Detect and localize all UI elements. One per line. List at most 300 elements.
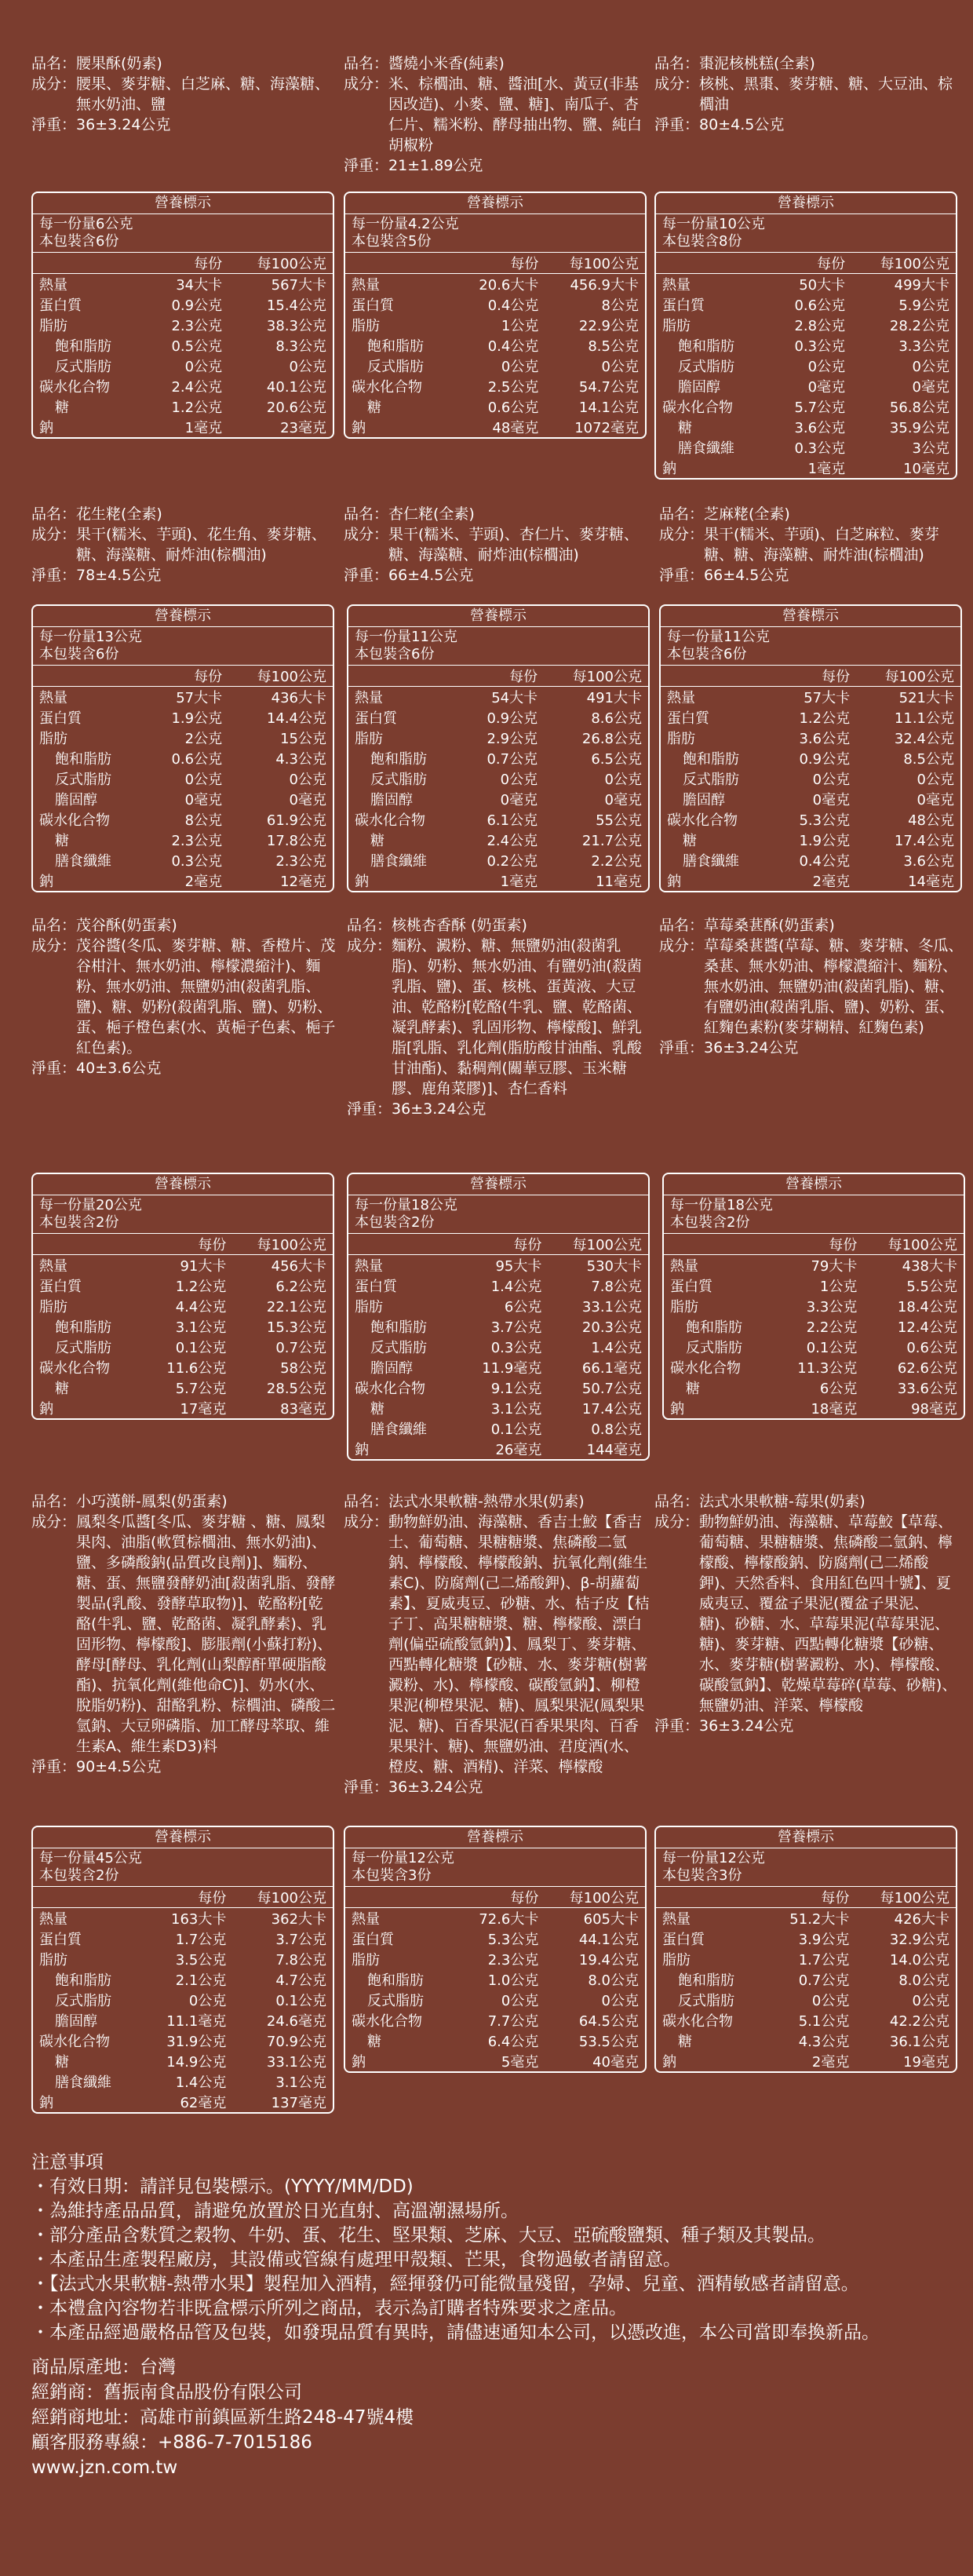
nutrient-name: 蛋白質 (39, 1279, 82, 1295)
per-serving-value: 2毫克 (812, 874, 851, 890)
per-100g-value: 8.5公克 (588, 338, 639, 355)
product-net-weight: 80±4.5公克 (699, 116, 785, 133)
product-info (659, 915, 965, 1058)
per-serving-value: 2.3公克 (171, 833, 223, 849)
per-100g-value: 0公克 (289, 359, 326, 375)
nutrient-name: 蛋白質 (355, 1279, 397, 1295)
per-serving-value: 0.4公克 (487, 297, 539, 314)
nutrition-row (33, 356, 333, 376)
per-100g-value: 33.6公克 (897, 1381, 957, 1397)
nutrient-name: 脂肪 (352, 318, 380, 334)
per-100g-value: 0公克 (912, 1993, 949, 2009)
product-info (31, 53, 337, 135)
serving-info (33, 214, 333, 253)
nutrition-facts-box (31, 1173, 334, 1420)
nutrient-name: 脂肪 (39, 731, 67, 747)
per-100g-value: 2.2公克 (591, 853, 642, 870)
ingredients-label: 成分： (654, 1513, 700, 1531)
nutrition-row (656, 376, 956, 396)
product-name: 法式水果軟糖-莓果(奶素) (699, 1493, 865, 1510)
per-100g-col-header: 每100公克 (863, 1234, 964, 1255)
product-ingredients: 米、棕櫚油、糖、醬油[水、黃豆(非基因改造)、小麥、鹽、糖]、南瓜子、杏仁片、糯米粉、酵母抽出物、鹽、純白胡椒粉 (388, 75, 643, 154)
per-serving-value: 2公克 (184, 731, 223, 747)
per-serving-value: 1.4公克 (490, 1279, 542, 1295)
servings-per-package: 本包裝含3份 (662, 1867, 742, 1884)
nutrition-row (345, 356, 645, 376)
nutrition-table (661, 666, 960, 891)
nutrition-row (348, 1439, 648, 1459)
nutrient-name: 蛋白質 (39, 1932, 82, 1948)
per-100g-value: 4.3公克 (275, 751, 326, 768)
per-serving-value: 0.6公克 (487, 400, 539, 416)
net-weight-label: 淨重： (344, 157, 389, 174)
nutrition-row (33, 1969, 333, 1990)
product-ingredients: 果干(糯米、芋頭)、白芝麻粒、麥芽糖、糖、海藻糖、耐炸油(棕櫚油) (704, 526, 939, 564)
servings-per-package: 本包裝含2份 (355, 1214, 435, 1231)
notes-section (31, 2151, 949, 2345)
per-100g-value: 62.6公克 (897, 1360, 957, 1377)
nutrition-row (656, 2051, 956, 2071)
nutrition-row (33, 274, 333, 295)
nutrient-name: 碳水化合物 (39, 2034, 110, 2050)
nutrient-name: 熱量 (670, 1258, 698, 1275)
per-100g-value: 32.9公克 (889, 1932, 949, 1948)
per-100g-value: 33.1公克 (581, 1299, 642, 1315)
name-label: 品名： (347, 917, 392, 934)
nutrition-row (348, 1398, 648, 1418)
product-name: 芝麻粩(全素) (704, 505, 790, 523)
per-serving-value: 0.3公克 (794, 440, 846, 457)
per-100g-value: 0公克 (601, 1993, 639, 2009)
serving-size: 每一份量10公克 (662, 216, 765, 232)
net-weight-label: 淨重： (659, 567, 705, 584)
nutrition-row (661, 850, 960, 870)
nutrition-table (348, 1234, 648, 1459)
nutrition-row (345, 315, 645, 335)
per-serving-value: 0.6公克 (171, 751, 223, 768)
per-100g-value: 26.8公克 (581, 731, 642, 747)
nutrient-name: 飽和脂肪 (370, 1319, 427, 1336)
nutrition-row (656, 458, 956, 478)
nutrient-name: 糖 (55, 400, 69, 416)
nutrition-row (664, 1316, 964, 1337)
name-label: 品名： (654, 1493, 700, 1510)
product-name: 草莓桑葚酥(奶蛋素) (704, 917, 835, 934)
per-serving-col-header: 每份 (457, 1887, 545, 1908)
per-100g-value: 1.4公克 (591, 1340, 642, 1356)
serving-info (33, 1195, 333, 1234)
per-100g-value: 54.7公克 (578, 379, 639, 396)
nutrition-row (348, 1296, 648, 1316)
nutrient-name: 反式脂肪 (55, 1993, 111, 2009)
nutrition-row (348, 1255, 648, 1276)
per-100g-value: 14.1公克 (578, 400, 639, 416)
per-serving-value: 3.3公克 (806, 1299, 858, 1315)
name-label: 品名： (344, 55, 389, 72)
nutrition-row (33, 2071, 333, 2092)
product-net-weight: 36±3.24公克 (704, 1039, 799, 1056)
note-item: ・為維持產品品質，請避免放置於日光直射、高溫潮濕場所。 (31, 2201, 519, 2221)
servings-per-package: 本包裝含2份 (39, 1867, 119, 1884)
per-serving-value: 1.9公克 (171, 710, 223, 727)
nutrient-name: 脂肪 (662, 318, 691, 334)
nutrient-name: 鈉 (352, 420, 366, 436)
nutrition-row (661, 830, 960, 850)
per-100g-value: 0.6公克 (906, 1340, 957, 1356)
nutrition-table (664, 1234, 964, 1418)
name-label: 品名： (659, 505, 705, 523)
nutrition-table (348, 666, 648, 891)
nutrient-name: 反式脂肪 (370, 1340, 427, 1356)
nutrition-row (656, 1969, 956, 1990)
nutrient-name: 膳食纖維 (55, 853, 111, 870)
nutrient-name: 碳水化合物 (662, 2013, 733, 2030)
nutrient-name: 飽和脂肪 (55, 338, 111, 355)
nutrition-row (345, 1990, 645, 2010)
serving-size: 每一份量6公克 (39, 216, 133, 232)
per-serving-value: 0.1公克 (490, 1421, 542, 1438)
name-label: 品名： (31, 55, 77, 72)
servings-per-package: 本包裝含6份 (355, 646, 435, 662)
per-serving-value: 1.7公克 (798, 1952, 850, 1968)
per-100g-col-header: 每100公克 (228, 666, 333, 687)
name-label: 品名： (31, 917, 77, 934)
per-100g-value: 19.4公克 (578, 1952, 639, 1968)
product-net-weight: 36±3.24公克 (388, 1779, 483, 1796)
per-serving-value: 1公克 (501, 318, 539, 334)
per-100g-value: 0.8公克 (591, 1421, 642, 1438)
per-100g-value: 567大卡 (271, 277, 326, 294)
nutrient-name: 熱量 (667, 690, 695, 706)
name-label: 品名： (654, 55, 700, 72)
nutrition-row (345, 2010, 645, 2031)
nutrient-name: 蛋白質 (355, 710, 397, 727)
product-net-weight: 40±3.6公克 (76, 1060, 162, 1077)
nutrition-title: 營養標示 (33, 1827, 333, 1848)
nutrition-row (33, 1316, 333, 1337)
nutrition-row (33, 789, 333, 809)
nutrition-row (656, 417, 956, 437)
per-100g-value: 56.8公克 (889, 400, 949, 416)
per-100g-col-header: 每100公克 (232, 1234, 333, 1255)
per-100g-value: 15.4公克 (266, 297, 326, 314)
nutrient-name: 鈉 (39, 420, 53, 436)
nutrient-name: 鈉 (355, 874, 369, 890)
nutrition-row (656, 294, 956, 315)
ingredients-label: 成分： (659, 937, 705, 954)
nutrition-facts-box (654, 1826, 957, 2073)
serving-size: 每一份量12公克 (352, 1850, 454, 1866)
nutrient-name: 碳水化合物 (670, 1360, 741, 1377)
nutrient-name: 熱量 (355, 690, 383, 706)
per-100g-value: 362大卡 (271, 1911, 326, 1928)
per-100g-value: 20.3公克 (581, 1319, 642, 1336)
nutrition-row (33, 1337, 333, 1357)
note-item: ・有效日期：請詳見包裝標示。(YYYY/MM/DD) (31, 2176, 414, 2197)
nutrition-table (33, 1234, 333, 1418)
website-link[interactable]: www.jzn.com.tw (31, 2457, 178, 2478)
nutrition-row (348, 830, 648, 850)
per-100g-value: 36.1公克 (889, 2034, 949, 2050)
nutrition-row (345, 417, 645, 437)
per-100g-value: 18.4公克 (897, 1299, 957, 1315)
per-100g-value: 0毫克 (289, 792, 326, 808)
per-100g-value: 38.3公克 (266, 318, 326, 334)
per-serving-value: 0.9公克 (486, 710, 538, 727)
nutrition-row (33, 850, 333, 870)
nutrient-name: 膽固醇 (370, 792, 413, 808)
note-item: ・本禮盒內容物若非既盒標示所列之商品，表示為訂購者特殊要求之產品。 (31, 2298, 627, 2319)
per-100g-value: 0.1公克 (275, 1993, 326, 2009)
per-100g-value: 10毫克 (903, 461, 949, 477)
per-serving-col-header: 每份 (768, 1887, 855, 1908)
per-serving-value: 0.3公克 (171, 853, 223, 870)
per-100g-value: 14.0公克 (889, 1952, 949, 1968)
product-info (654, 1491, 960, 1736)
per-100g-col-header: 每100公克 (545, 253, 645, 274)
nutrient-name: 飽和脂肪 (683, 751, 739, 768)
nutrient-name: 熱量 (352, 277, 380, 294)
nutrient-col-header (661, 666, 778, 687)
nutrient-name: 鈉 (662, 461, 676, 477)
nutrition-row (33, 417, 333, 437)
per-100g-value: 1072毫克 (574, 420, 639, 436)
net-weight-label: 淨重： (31, 116, 77, 133)
product-info (659, 504, 965, 586)
nutrition-row (33, 768, 333, 789)
net-weight-label: 淨重： (347, 1100, 392, 1118)
per-serving-value: 3.6公克 (799, 731, 851, 747)
nutrient-name: 反式脂肪 (367, 359, 424, 375)
per-100g-value: 426大卡 (894, 1911, 949, 1928)
nutrition-title: 營養標示 (33, 606, 333, 627)
per-serving-value: 2.4公克 (486, 833, 538, 849)
net-weight-label: 淨重： (31, 1060, 77, 1077)
product-info (344, 504, 650, 586)
per-100g-value: 15公克 (280, 731, 326, 747)
nutrient-col-header (33, 1887, 145, 1908)
nutrient-name: 糖 (370, 833, 384, 849)
per-100g-value: 14.4公克 (266, 710, 326, 727)
origin-line: 商品原產地：台灣 (31, 2357, 176, 2377)
nutrition-row (33, 1296, 333, 1316)
nutrition-row (656, 356, 956, 376)
nutrition-row (656, 1928, 956, 1949)
nutrient-name: 脂肪 (39, 318, 67, 334)
nutrient-col-header (664, 1234, 776, 1255)
per-serving-value: 0公克 (184, 772, 223, 788)
product-info (31, 1491, 337, 1777)
per-serving-value: 0公克 (188, 1993, 227, 2009)
nutrient-name: 蛋白質 (662, 297, 705, 314)
per-serving-value: 57大卡 (176, 690, 223, 706)
nutrition-row (348, 1337, 648, 1357)
per-100g-value: 456大卡 (271, 1258, 326, 1275)
nutrient-name: 膽固醇 (370, 1360, 413, 1377)
nutrient-name: 熱量 (39, 690, 67, 706)
nutrition-facts-box (31, 192, 334, 439)
per-serving-value: 0.4公克 (799, 853, 851, 870)
nutrition-row (348, 707, 648, 728)
nutrient-name: 膳食纖維 (678, 440, 734, 457)
per-serving-value: 1.0公克 (487, 1972, 539, 1989)
per-100g-value: 3公克 (912, 440, 949, 457)
serving-info (345, 1848, 645, 1887)
per-serving-value: 1.9公克 (799, 833, 851, 849)
per-serving-value: 0.9公克 (171, 297, 223, 314)
nutrition-row (656, 1949, 956, 1969)
nutrition-row (33, 1949, 333, 1969)
note-item: ・部分產品含麩質之穀物、牛奶、蛋、花生、堅果類、芝麻、大豆、亞硫酸鹽類、種子類及其製品。 (31, 2225, 825, 2246)
net-weight-label: 淨重： (31, 1758, 77, 1775)
nutrient-name: 膽固醇 (678, 379, 720, 396)
per-100g-col-header: 每100公克 (228, 253, 333, 274)
nutrient-name: 熱量 (39, 1911, 67, 1928)
per-serving-value: 3.7公克 (490, 1319, 542, 1336)
nutrient-name: 鈉 (39, 874, 53, 890)
nutrient-name: 膽固醇 (55, 2013, 97, 2030)
nutrition-facts-box (31, 604, 334, 892)
per-100g-value: 491大卡 (586, 690, 642, 706)
per-100g-value: 0毫克 (917, 792, 954, 808)
nutrition-row (348, 1357, 648, 1377)
nutrition-row (33, 396, 333, 417)
nutrition-title: 營養標示 (345, 193, 645, 214)
per-100g-value: 11毫克 (596, 874, 642, 890)
per-serving-value: 6.4公克 (487, 2034, 539, 2050)
per-serving-value: 79大卡 (811, 1258, 858, 1275)
per-serving-value: 5.1公克 (798, 2013, 850, 2030)
nutrient-col-header (656, 253, 773, 274)
nutrition-title: 營養標示 (33, 1174, 333, 1195)
per-100g-value: 0公克 (917, 772, 954, 788)
per-serving-value: 0公克 (501, 1993, 539, 2009)
per-serving-col-header: 每份 (150, 253, 228, 274)
product-name: 花生粩(全素) (76, 505, 162, 523)
per-serving-value: 0公克 (500, 772, 538, 788)
name-label: 品名： (31, 505, 77, 523)
per-100g-value: 14毫克 (908, 874, 954, 890)
nutrition-row (348, 768, 648, 789)
per-serving-value: 0.5公克 (171, 338, 223, 355)
per-100g-value: 3.1公克 (275, 2074, 326, 2091)
nutrition-row (664, 1255, 964, 1276)
nutrition-row (348, 1377, 648, 1398)
serving-size: 每一份量11公克 (355, 629, 457, 645)
per-serving-value: 1毫克 (184, 420, 223, 436)
per-100g-col-header: 每100公克 (855, 1887, 956, 1908)
per-serving-value: 0毫克 (807, 379, 846, 396)
nutrition-row (664, 1377, 964, 1398)
nutrition-facts-box (347, 1173, 650, 1461)
ingredients-label: 成分： (654, 75, 700, 93)
per-serving-value: 0.1公克 (806, 1340, 858, 1356)
nutrition-facts-box (344, 1826, 647, 2073)
serving-info (656, 214, 956, 253)
note-item: ・本產品經過嚴格品管及包裝，如發現品質有異時，請儘速通知本公司，以憑改進，本公司當即奉換新品。 (31, 2322, 880, 2343)
nutrient-name: 熱量 (662, 277, 691, 294)
per-100g-value: 438大卡 (902, 1258, 957, 1275)
per-serving-value: 1毫克 (500, 874, 538, 890)
nutrient-name: 鈉 (662, 2054, 676, 2071)
per-100g-value: 3.7公克 (275, 1932, 326, 1948)
product-name: 茂谷酥(奶蛋素) (76, 917, 177, 934)
per-100g-value: 0公克 (912, 359, 949, 375)
per-serving-value: 7.7公克 (487, 2013, 539, 2030)
per-serving-value: 31.9公克 (166, 2034, 227, 2050)
per-serving-value: 2.4公克 (171, 379, 223, 396)
per-100g-value: 605大卡 (583, 1911, 639, 1928)
per-100g-value: 8.6公克 (591, 710, 642, 727)
nutrient-name: 反式脂肪 (683, 772, 739, 788)
product-ingredients: 動物鮮奶油、海藻糖、草莓鮫【草莓、葡萄糖、果糖糖漿、焦磷酸二氫鈉、檸檬酸、檸檬酸鈉、防腐劑(己二烯酸鉀)、天然香料、食用紅色四十號】、夏威夷豆、覆盆子果泥(覆盆子果泥、糖)、砂糖、水、草莓果泥(草莓果泥、糖)、麥芽糖、西點轉化糖漿【砂糖、水、麥芽糖(樹薯澱粉、水)、檸檬酸、碳酸氫鈉】、乾燥草莓碎(草莓、砂糖)、無鹽奶油、洋菜、檸檬酸 (699, 1513, 957, 1714)
nutrient-name: 碳水化合物 (662, 400, 733, 416)
nutrient-name: 糖 (367, 400, 381, 416)
per-serving-col-header: 每份 (461, 1234, 548, 1255)
per-serving-value: 50大卡 (799, 277, 846, 294)
serving-size: 每一份量12公克 (662, 1850, 765, 1866)
per-serving-value: 11.3公克 (797, 1360, 858, 1377)
nutrition-row (33, 315, 333, 335)
per-serving-value: 51.2大卡 (789, 1911, 850, 1928)
nutrition-row (345, 2051, 645, 2071)
per-serving-value: 6公克 (504, 1299, 542, 1315)
servings-per-package: 本包裝含6份 (39, 646, 119, 662)
per-100g-value: 20.6公克 (266, 400, 326, 416)
per-100g-value: 98毫克 (911, 1401, 957, 1418)
product-ingredients: 鳳梨冬瓜醬[冬瓜、麥芽糖 、糖、鳳梨果肉、油脂(軟質棕櫚油、無水奶油)、鹽、多磷酸鈉(品質改良劑)]、麵粉、糖、蛋、無鹽發酵奶油[殺菌乳脂、發酵製品(乳酸、發酵草取物)]、乾酪粉[乾酪(牛乳、鹽、乾酪菌、凝乳酵素)、乳固形物、檸檬酸]、膨脹劑(小蘇打粉)、酵母[酵母、乳化劑(山梨醇酐單硬脂酸酯)、抗氧化劑(維他命C)]、奶水(水、脫脂奶粉)、甜酪乳粉、棕櫚油、磷酸二氫鈉、大豆卵磷脂、加工酵母萃取、維生素A、維生素D3)料 (76, 1513, 336, 1755)
nutrient-name: 膳食纖維 (55, 2074, 111, 2091)
serving-info (348, 627, 648, 666)
nutrition-row (33, 1928, 333, 1949)
per-serving-col-header: 每份 (145, 1887, 232, 1908)
per-100g-value: 0毫克 (604, 792, 642, 808)
nutrient-col-header (345, 1887, 457, 1908)
per-100g-value: 11.1公克 (894, 710, 954, 727)
nutrient-name: 飽和脂肪 (678, 338, 734, 355)
net-weight-label: 淨重： (654, 116, 700, 133)
nutrient-name: 脂肪 (355, 731, 383, 747)
nutrition-table (33, 666, 333, 891)
per-100g-value: 17.4公克 (894, 833, 954, 849)
nutrient-name: 熱量 (352, 1911, 380, 1928)
nutrition-row (345, 335, 645, 356)
serving-size: 每一份量45公克 (39, 1850, 142, 1866)
nutrition-row (345, 294, 645, 315)
serving-size: 每一份量11公克 (667, 629, 770, 645)
per-100g-value: 64.5公克 (578, 2013, 639, 2030)
nutrition-row (656, 2031, 956, 2051)
per-serving-value: 0.4公克 (487, 338, 539, 355)
per-100g-value: 530大卡 (586, 1258, 642, 1275)
per-serving-col-header: 每份 (145, 1234, 232, 1255)
per-serving-value: 0公克 (811, 1993, 850, 2009)
nutrient-name: 脂肪 (352, 1952, 380, 1968)
nutrition-row (664, 1296, 964, 1316)
product-info (344, 53, 650, 176)
per-serving-value: 0.3公克 (490, 1340, 542, 1356)
product-ingredients: 核桃、黑棗、麥芽糖、糖、大豆油、棕櫚油 (699, 75, 953, 113)
nutrition-facts-box (344, 192, 647, 439)
nutrition-row (661, 768, 960, 789)
nutrient-name: 蛋白質 (670, 1279, 712, 1295)
per-serving-value: 163大卡 (171, 1911, 227, 1928)
nutrition-row (33, 2092, 333, 2112)
nutrition-row (33, 1357, 333, 1377)
per-100g-value: 17.4公克 (581, 1401, 642, 1418)
per-100g-value: 55公克 (596, 812, 642, 829)
per-100g-value: 23毫克 (280, 420, 326, 436)
